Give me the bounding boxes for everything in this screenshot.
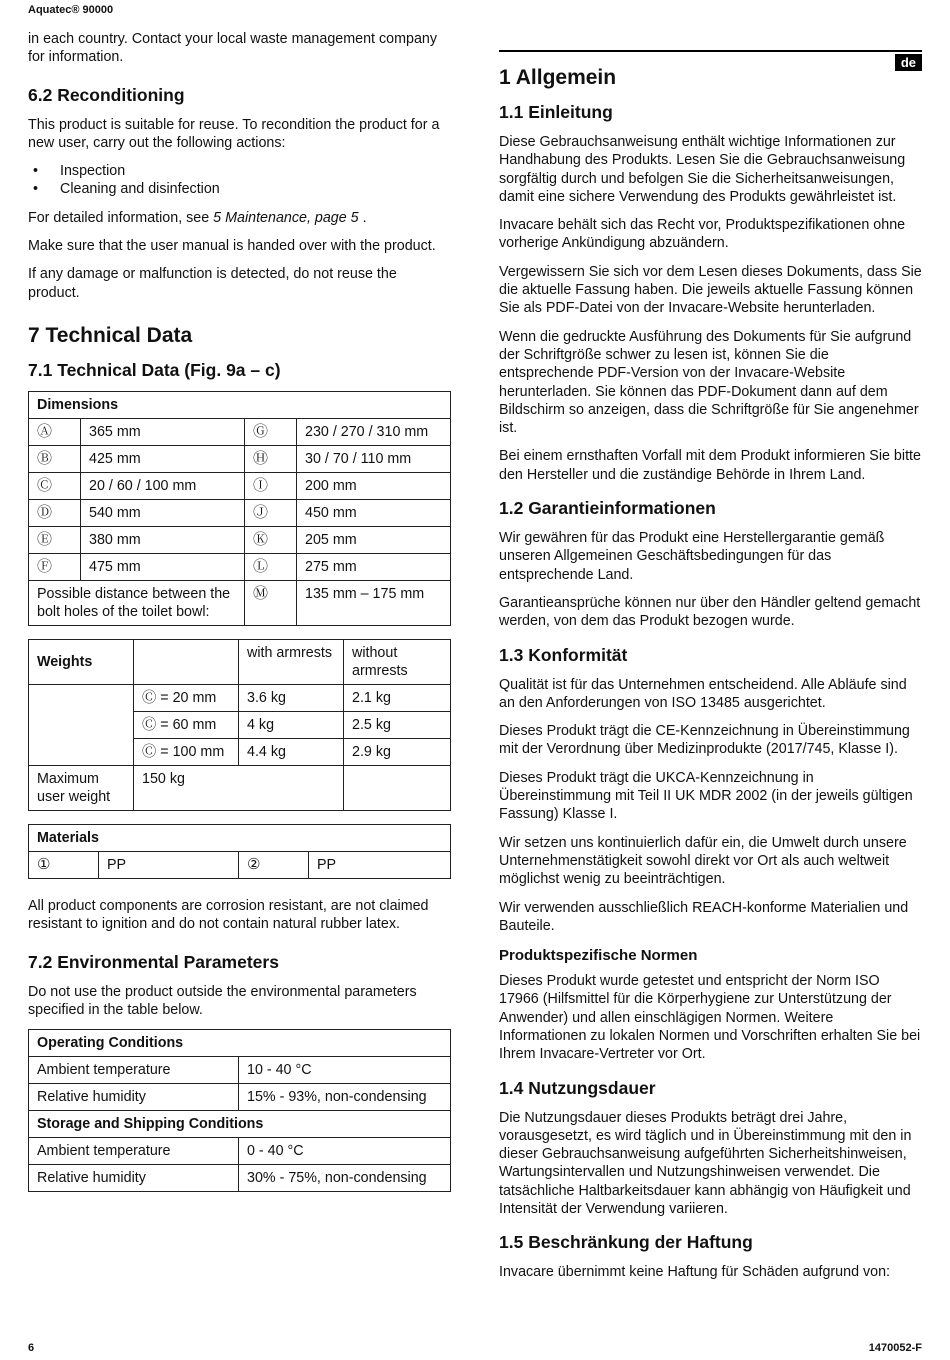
dim-value: 275 mm bbox=[297, 553, 451, 580]
recond-list bbox=[28, 162, 451, 199]
heading-konformitaet: 1.3 Konformität bbox=[499, 644, 628, 665]
weight-value: 4.4 kg bbox=[239, 738, 344, 765]
paragraph-continued: in each country. Contact your local waste management company for information. bbox=[28, 31, 437, 66]
dim-symbol: Ⓛ bbox=[245, 553, 297, 580]
paragraph: Diese Gebrauchsanweisung enthält wichtige Informationen zur Handhabung des Produkts. Lesen Sie die Gebrauchsanweisung sorgfältig durch und befolgen Sie die Sicherheitsanweisungen, damit eine sichere Verwendung des Produkts gewährleistet ist. bbox=[499, 134, 906, 205]
cross-reference-link[interactable]: 5 Maintenance, page 5 bbox=[213, 209, 359, 226]
weights-header: Weights bbox=[29, 639, 134, 684]
table-row bbox=[29, 445, 451, 472]
table-row bbox=[29, 526, 451, 553]
language-tag: de bbox=[895, 54, 922, 71]
table-row bbox=[29, 1084, 451, 1111]
dim-symbol: Ⓚ bbox=[245, 526, 297, 553]
list-item: • Cleaning and disinfection bbox=[28, 180, 451, 198]
heading-technical-data: 7 Technical Data bbox=[28, 323, 193, 347]
materials-table bbox=[28, 824, 451, 879]
paragraph-environmental: Do not use the product outside the environmental parameters specified in the table below. bbox=[28, 983, 417, 1018]
env-value: 15% - 93%, non-condensing bbox=[239, 1084, 451, 1111]
dim-label: Possible distance between the bolt holes of the toilet bowl: bbox=[29, 580, 245, 625]
dim-symbol: Ⓓ bbox=[29, 499, 81, 526]
dim-value: 475 mm bbox=[81, 553, 245, 580]
dim-symbol: Ⓘ bbox=[245, 472, 297, 499]
dim-value: 380 mm bbox=[81, 526, 245, 553]
paragraph-recond-4: If any damage or malfunction is detected, do not reuse the product. bbox=[28, 266, 397, 301]
heading-nutzungsdauer: 1.4 Nutzungsdauer bbox=[499, 1077, 656, 1098]
paragraph-recond-2 bbox=[28, 209, 451, 227]
operating-header: Operating Conditions bbox=[29, 1030, 451, 1057]
env-value: 0 - 40 °C bbox=[239, 1138, 451, 1165]
env-key: Ambient temperature bbox=[29, 1138, 239, 1165]
page-number: 6 bbox=[28, 1342, 35, 1354]
paragraph: Invacare übernimmt keine Haftung für Schäden aufgrund von: bbox=[499, 1264, 891, 1281]
paragraph: Bei einem ernsthaften Vorfall mit dem Produkt informieren Sie bitte den Hersteller und die zuständige Behörde in Ihrem Land. bbox=[499, 448, 921, 483]
table-row bbox=[29, 580, 451, 625]
material-value: PP bbox=[309, 851, 451, 878]
dim-symbol: Ⓕ bbox=[29, 553, 81, 580]
dimensions-header: Dimensions bbox=[29, 391, 451, 418]
heading-haftung: 1.5 Beschränkung der Haftung bbox=[499, 1232, 753, 1253]
paragraph: Wir gewähren für das Produkt eine Herstellergarantie gemäß unseren Allgemeinen Geschäftsbedingungen für das entsprechende Land. bbox=[499, 530, 885, 583]
section-rule bbox=[499, 50, 922, 70]
max-user-weight-value: 150 kg bbox=[134, 765, 344, 810]
paragraph: Invacare behält sich das Recht vor, Produktspezifikationen ohne vorherige Ankündigung abzuändern. bbox=[499, 217, 906, 252]
paragraph: Wir verwenden ausschließlich REACH-konforme Materialien und Bauteile. bbox=[499, 899, 909, 934]
weights-table bbox=[28, 639, 451, 811]
weight-value: 2.9 kg bbox=[344, 738, 451, 765]
dim-symbol: Ⓙ bbox=[245, 499, 297, 526]
right-column bbox=[499, 50, 922, 1292]
paragraph: Qualität ist für das Unternehmen entscheidend. Alle Abläufe sind an den Anforderungen von ISO 13485 ausgerichtet. bbox=[499, 676, 907, 711]
materials-header: Materials bbox=[29, 824, 451, 851]
table-row bbox=[29, 1057, 451, 1084]
left-column bbox=[28, 30, 451, 1205]
weight-condition: Ⓒ = 100 mm bbox=[134, 738, 239, 765]
table-row bbox=[29, 418, 451, 445]
paragraph-corrosion: All product components are corrosion resistant, are not claimed resistant to ignition and do not contain natural rubber latex. bbox=[28, 897, 429, 933]
env-key: Relative humidity bbox=[29, 1084, 239, 1111]
running-header: Aquatec® 90000 bbox=[28, 4, 114, 16]
weight-condition: Ⓒ = 60 mm bbox=[134, 711, 239, 738]
env-value: 30% - 75%, non-condensing bbox=[239, 1165, 451, 1192]
paragraph: Dieses Produkt wurde getestet und entspricht der Norm ISO 17966 (Hilfsmittel für die Körperhygiene zur Unterstützung der Anwender) und allen einschlägigen Normen. Weitere Informationen zu lokalen Normen und Vorschriften erhalten Sie bei Ihrem Invacare-Vertreter vor Ort. bbox=[499, 973, 921, 1063]
list-item: • Inspection bbox=[28, 162, 451, 180]
material-symbol: ② bbox=[239, 851, 309, 878]
paragraph: Die Nutzungsdauer dieses Produkts beträgt drei Jahre, vorausgesetzt, es wird täglich und in Übereinstimmung mit den in dieser Gebrauchsanweisung aufgeführten Sicherheitshinweisen, Wartungsintervallen und Nutzungshinweisen verwendet. Die tatsächliche Haltbarkeitsdauer kann abhängig von Häufigkeit und Intensität der Verwendung variieren. bbox=[499, 1109, 912, 1218]
dim-value: 365 mm bbox=[81, 418, 245, 445]
heading-environmental: 7.2 Environmental Parameters bbox=[28, 951, 279, 972]
weight-value: 2.1 kg bbox=[344, 684, 451, 711]
dim-symbol: Ⓒ bbox=[29, 472, 81, 499]
storage-header: Storage and Shipping Conditions bbox=[29, 1111, 451, 1138]
col-with-armrests: with armrests bbox=[239, 639, 344, 684]
weight-condition: Ⓒ = 20 mm bbox=[134, 684, 239, 711]
dim-value: 20 / 60 / 100 mm bbox=[81, 472, 245, 499]
text: For detailed information, see bbox=[28, 209, 214, 226]
dim-symbol: Ⓗ bbox=[245, 445, 297, 472]
material-symbol: ① bbox=[29, 851, 99, 878]
dim-symbol: Ⓔ bbox=[29, 526, 81, 553]
paragraph: Dieses Produkt trägt die CE-Kennzeichnung in Übereinstimmung mit der Verordnung über Medizinprodukte (2017/745, Klasse I). bbox=[499, 723, 910, 758]
paragraph-recond-3: Make sure that the user manual is handed over with the product. bbox=[28, 238, 436, 255]
dimensions-table bbox=[28, 391, 451, 626]
heading-garantie: 1.2 Garantieinformationen bbox=[499, 498, 716, 519]
dim-value: 200 mm bbox=[297, 472, 451, 499]
dim-value: 230 / 270 / 310 mm bbox=[297, 418, 451, 445]
heading-normen: Produktspezifische Normen bbox=[499, 947, 698, 965]
paragraph-recond-1: This product is suitable for reuse. To recondition the product for a new user, carry out the following actions: bbox=[28, 116, 440, 151]
env-key: Ambient temperature bbox=[29, 1057, 239, 1084]
paragraph: Wir setzen uns kontinuierlich dafür ein, die Umwelt durch unsere Unternehmenstätigkeit sowohl direkt vor Ort als auch weltweit möglichst wenig zu beeinträchtigen. bbox=[499, 834, 907, 888]
dim-symbol: Ⓑ bbox=[29, 445, 81, 472]
table-row bbox=[29, 851, 451, 878]
table-row bbox=[29, 1165, 451, 1192]
paragraph: Garantieansprüche können nur über den Händler geltend gemacht werden, von dem das Produkt bezogen wurde. bbox=[499, 594, 921, 630]
dim-value: 540 mm bbox=[81, 499, 245, 526]
env-value: 10 - 40 °C bbox=[239, 1057, 451, 1084]
table-row bbox=[29, 553, 451, 580]
document-number: 1470052-F bbox=[868, 1342, 922, 1354]
dim-symbol: Ⓐ bbox=[29, 418, 81, 445]
empty-cell bbox=[344, 765, 451, 810]
environment-table bbox=[28, 1029, 451, 1192]
dim-value: 205 mm bbox=[297, 526, 451, 553]
max-user-weight-label: Maximum user weight bbox=[29, 765, 134, 810]
dim-symbol: Ⓜ bbox=[245, 580, 297, 625]
table-row bbox=[29, 499, 451, 526]
heading-reconditioning: 6.2 Reconditioning bbox=[28, 84, 185, 105]
paragraph: Vergewissern Sie sich vor dem Lesen dieses Dokuments, dass Sie die aktuelle Fassung haben. Die jeweils aktuelle Fassung können Sie als PDF-Datei von der Invacare-Website herunterladen. bbox=[499, 263, 922, 317]
paragraph: Wenn die gedruckte Ausführung des Dokuments für Sie aufgrund der Schriftgröße schwer zu lesen ist, können Sie die entsprechende PDF-Version von der Invacare-Website herunterladen. Sie können das PDF-Dokument dann auf dem Bildschirm so anzeigen, dass die Schriftgröße für Sie angenehmer ist. bbox=[499, 328, 919, 437]
heading-einleitung: 1.1 Einleitung bbox=[499, 102, 613, 122]
heading-technical-data-fig: 7.1 Technical Data (Fig. 9a – c) bbox=[28, 359, 281, 380]
paragraph: Dieses Produkt trägt die UKCA-Kennzeichnung in Übereinstimmung mit Teil II UK MDR 2002 (in der jeweils gültigen Fassung) Klasse I. bbox=[499, 769, 913, 823]
dim-value: 450 mm bbox=[297, 499, 451, 526]
table-row bbox=[29, 684, 451, 711]
env-key: Relative humidity bbox=[29, 1165, 239, 1192]
empty-cell bbox=[134, 639, 239, 684]
table-row bbox=[29, 1138, 451, 1165]
text: . bbox=[358, 209, 367, 226]
weight-value: 4 kg bbox=[239, 711, 344, 738]
dim-value: 425 mm bbox=[81, 445, 245, 472]
weight-value: 3.6 kg bbox=[239, 684, 344, 711]
table-row bbox=[29, 765, 451, 810]
empty-cell bbox=[29, 684, 134, 765]
dim-symbol: Ⓖ bbox=[245, 418, 297, 445]
dim-value: 135 mm – 175 mm bbox=[297, 580, 451, 625]
heading-allgemein: 1 Allgemein bbox=[499, 66, 617, 89]
col-without-armrests: without armrests bbox=[344, 639, 451, 684]
table-row bbox=[29, 472, 451, 499]
weight-value: 2.5 kg bbox=[344, 711, 451, 738]
dim-value: 30 / 70 / 110 mm bbox=[297, 445, 451, 472]
material-value: PP bbox=[99, 851, 239, 878]
